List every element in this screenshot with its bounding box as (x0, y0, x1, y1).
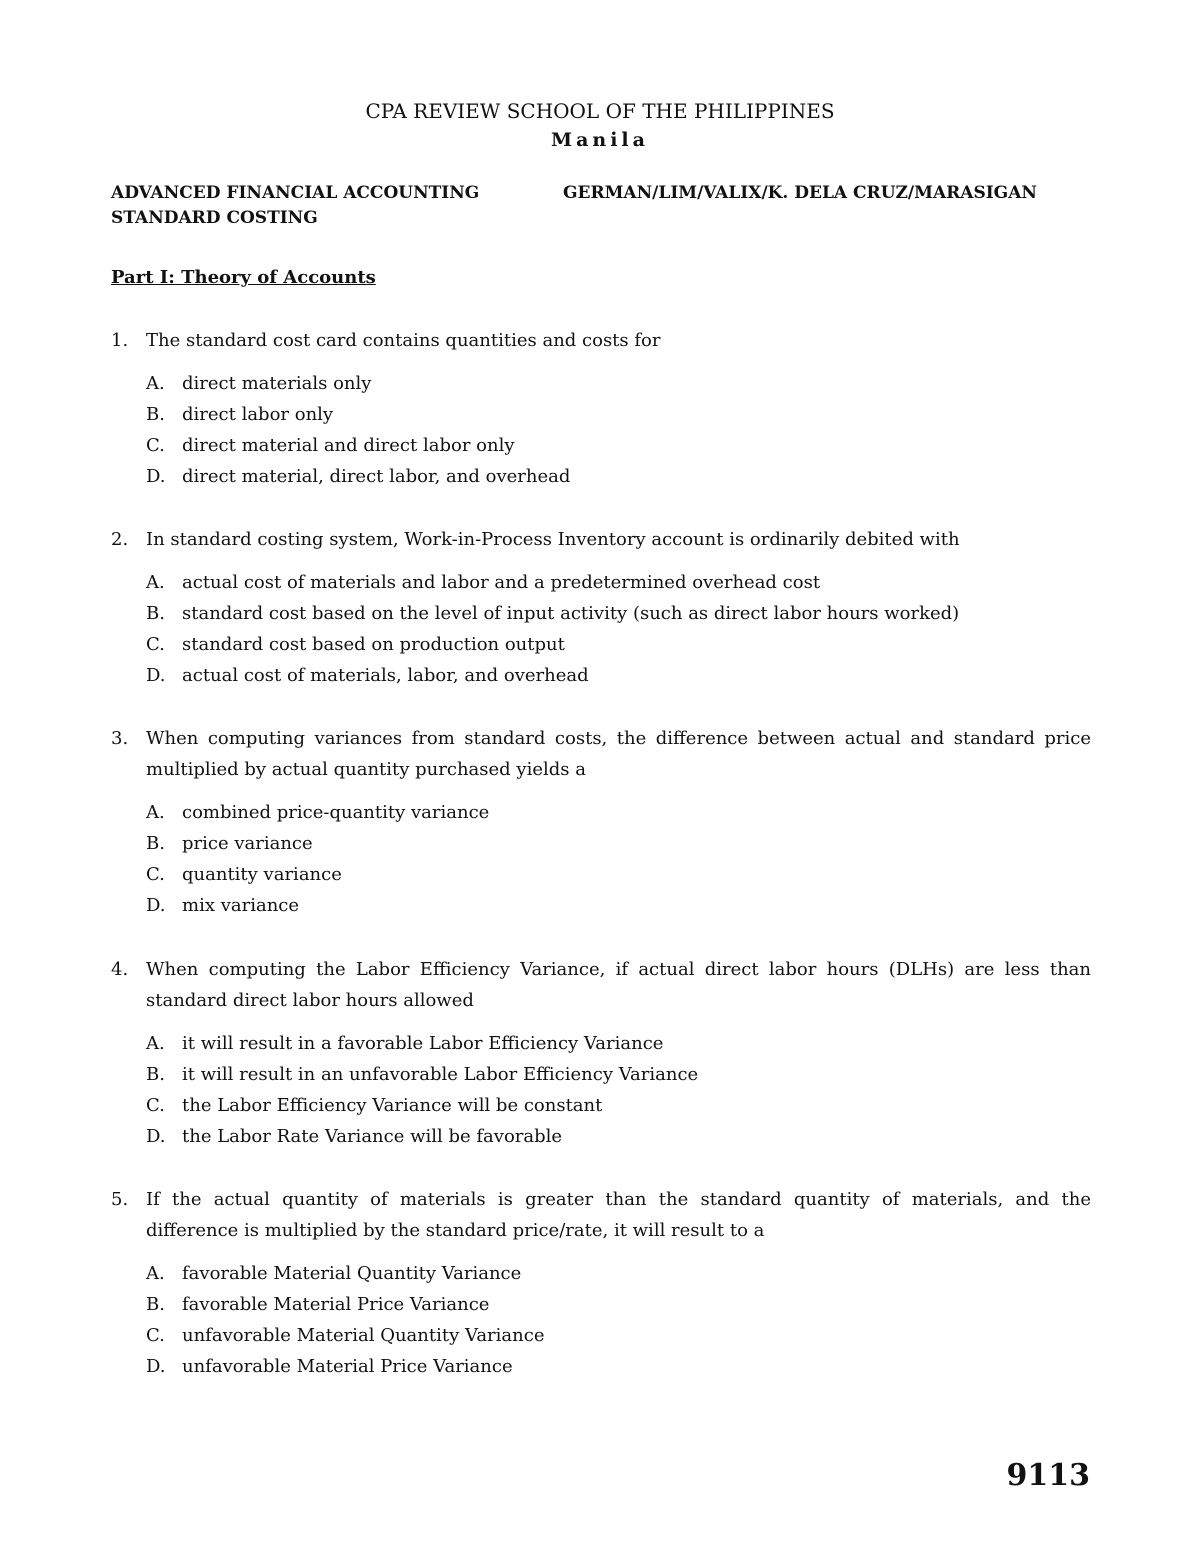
choice-letter: D. (146, 895, 166, 916)
question-number: 3. (111, 728, 129, 749)
choice-letter: B. (146, 603, 165, 624)
choice-b (146, 399, 1091, 430)
choice-d (146, 1351, 1091, 1382)
choice-text: favorable Material Price Variance (182, 1294, 490, 1315)
question-stem (111, 1184, 1091, 1246)
question-stem (111, 325, 1091, 356)
subject-title: ADVANCED FINANCIAL ACCOUNTING (111, 183, 480, 203)
choice-letter: D. (146, 1126, 166, 1147)
subject-block (111, 181, 479, 231)
question-text: In standard costing system, Work-in-Process Inventory account is ordinarily debited with (146, 529, 960, 550)
choice-text: the Labor Rate Variance will be favorable (182, 1126, 563, 1147)
choice-text: standard cost based on production output (182, 634, 565, 655)
page-number: 9113 (1006, 1458, 1090, 1493)
choice-letter: C. (146, 435, 165, 456)
choice-c (146, 430, 1091, 461)
choice-text: the Labor Efficiency Variance will be constant (182, 1095, 603, 1116)
choice-list (146, 368, 1091, 492)
choice-text: combined price-quantity variance (182, 802, 490, 823)
question-text: When computing variances from standard costs, the difference between actual and standard price multiplied by actual quantity purchased yields a (146, 728, 1091, 780)
school-city: Manila (551, 129, 649, 151)
choice-text: favorable Material Quantity Variance (182, 1263, 522, 1284)
choice-text: it will result in an unfavorable Labor Efficiency Variance (182, 1064, 699, 1085)
choice-text: standard cost based on the level of input activity (such as direct labor hours worked) (182, 603, 960, 624)
choice-a (146, 1028, 1091, 1059)
question-1 (111, 325, 1091, 492)
choice-text: direct material and direct labor only (182, 435, 515, 456)
question-4 (111, 954, 1091, 1152)
question-text: If the actual quantity of materials is greater than the standard quantity of materials, and the difference is multiplied by the standard price/rate, it will result to a (146, 1189, 1091, 1241)
choice-letter: A. (146, 572, 165, 593)
question-2 (111, 524, 1091, 691)
choice-text: quantity variance (182, 864, 342, 885)
choice-c (146, 1320, 1091, 1351)
choice-letter: C. (146, 1325, 165, 1346)
part-title: Part I: Theory of Accounts (111, 267, 376, 288)
choice-text: mix variance (182, 895, 300, 916)
choice-c (146, 859, 1091, 890)
choice-letter: B. (146, 1294, 165, 1315)
choice-text: unfavorable Material Quantity Variance (182, 1325, 545, 1346)
choice-d (146, 1121, 1091, 1152)
topic-title: STANDARD COSTING (111, 208, 318, 228)
choice-text: direct materials only (182, 373, 372, 394)
question-number: 4. (111, 959, 129, 980)
question-number: 2. (111, 529, 129, 550)
choice-letter: C. (146, 864, 165, 885)
choice-letter: A. (146, 373, 165, 394)
choice-d (146, 660, 1091, 691)
question-stem (111, 524, 1091, 555)
choice-text: unfavorable Material Price Variance (182, 1356, 513, 1377)
choice-d (146, 461, 1091, 492)
question-stem (111, 723, 1091, 785)
choice-letter: B. (146, 833, 165, 854)
authors: GERMAN/LIM/VALIX/K. DELA CRUZ/MARASIGAN (563, 183, 1037, 203)
choice-list (146, 567, 1091, 691)
question-number: 5. (111, 1189, 129, 1210)
choice-letter: D. (146, 466, 166, 487)
question-5 (111, 1184, 1091, 1382)
choice-letter: C. (146, 634, 165, 655)
choice-text: actual cost of materials, labor, and overhead (182, 665, 589, 686)
choice-text: direct labor only (182, 404, 334, 425)
choice-text: direct material, direct labor, and overhead (182, 466, 571, 487)
choice-a (146, 567, 1091, 598)
choice-d (146, 890, 1091, 921)
choice-letter: A. (146, 802, 165, 823)
choice-text: it will result in a favorable Labor Efficiency Variance (182, 1033, 664, 1054)
choice-letter: A. (146, 1033, 165, 1054)
question-text: The standard cost card contains quantities and costs for (146, 330, 661, 351)
choice-b (146, 1289, 1091, 1320)
choice-list (146, 797, 1091, 921)
school-name: CPA REVIEW SCHOOL OF THE PHILIPPINES (365, 99, 835, 123)
choice-b (146, 1059, 1091, 1090)
choice-text: price variance (182, 833, 313, 854)
choice-list (146, 1028, 1091, 1152)
choice-c (146, 629, 1091, 660)
choice-a (146, 797, 1091, 828)
choice-letter: B. (146, 404, 165, 425)
question-text: When computing the Labor Efficiency Variance, if actual direct labor hours (DLHs) are less than standard direct labor hours allowed (146, 959, 1091, 1011)
choice-list (146, 1258, 1091, 1382)
choice-b (146, 828, 1091, 859)
choice-letter: C. (146, 1095, 165, 1116)
choice-letter: B. (146, 1064, 165, 1085)
question-number: 1. (111, 330, 129, 351)
choice-letter: D. (146, 1356, 166, 1377)
choice-text: actual cost of materials and labor and a predetermined overhead cost (182, 572, 821, 593)
choice-a (146, 1258, 1091, 1289)
choice-a (146, 368, 1091, 399)
choice-c (146, 1090, 1091, 1121)
question-3 (111, 723, 1091, 921)
choice-letter: A. (146, 1263, 165, 1284)
choice-b (146, 598, 1091, 629)
question-stem (111, 954, 1091, 1016)
choice-letter: D. (146, 665, 166, 686)
